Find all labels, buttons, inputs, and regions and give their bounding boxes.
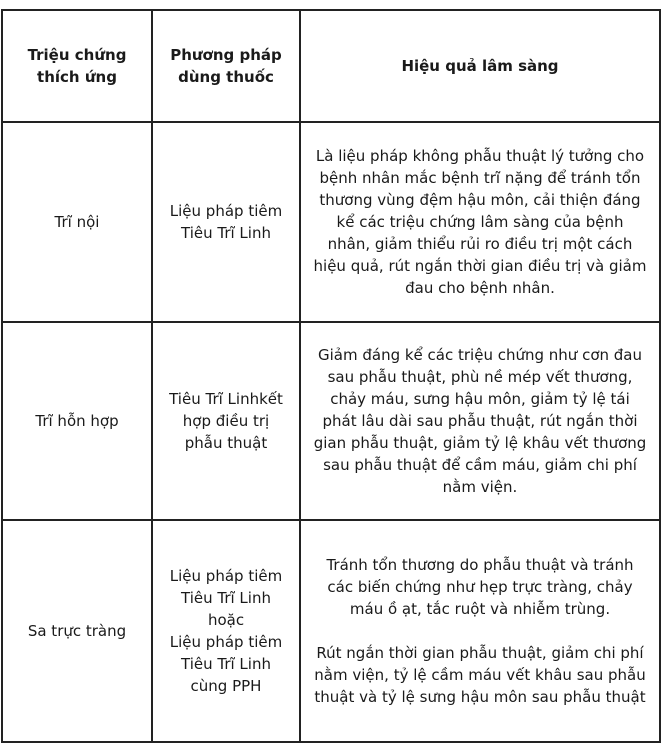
header-symptom bbox=[2, 10, 152, 122]
method-line: Tiêu Trĩ Linh bbox=[181, 655, 271, 673]
symptom-text: Trĩ nội bbox=[54, 213, 100, 231]
method-cell bbox=[152, 122, 300, 322]
effect-cell bbox=[300, 122, 660, 322]
header-row bbox=[2, 10, 660, 122]
symptom-cell bbox=[2, 322, 152, 520]
paragraph-gap bbox=[313, 620, 647, 642]
header-symptom-line: thích ứng bbox=[37, 68, 117, 86]
method-cell bbox=[152, 322, 300, 520]
method-line: hoặc bbox=[207, 611, 245, 629]
method-line: Tiêu Trĩ Linhkết bbox=[169, 390, 283, 408]
header-method bbox=[152, 10, 300, 122]
table-row bbox=[2, 520, 660, 742]
table-row bbox=[2, 122, 660, 322]
header-effect-label: Hiệu quả lâm sàng bbox=[401, 57, 559, 75]
treatment-table bbox=[1, 9, 661, 743]
method-line: Liệu pháp tiêm bbox=[169, 202, 283, 220]
method-cell bbox=[152, 520, 300, 742]
method-line: cùng PPH bbox=[190, 677, 262, 695]
symptom-cell bbox=[2, 122, 152, 322]
effect-paragraph: Tránh tổn thương do phẫu thuật và tránh các biến chứng như hẹp trực tràng, chảy máu ồ ạt, tắc ruột và nhiễm trùng. bbox=[326, 556, 634, 618]
method-line: Tiêu Trĩ Linh bbox=[181, 224, 271, 242]
effect-paragraph: Giảm đáng kể các triệu chứng như cơn đau sau phẫu thuật, phù nề mép vết thương, chảy máu, sưng hậu môn, giảm tỷ lệ tái phát lâu dài sau phẫu thuật, rút ngắn thời gian phẫu thuật, giảm tỷ lệ khâu vết thương sau phẫu thuật để cầm máu, giảm chi phí nằm viện. bbox=[313, 346, 647, 496]
symptom-cell bbox=[2, 520, 152, 742]
method-line: Tiêu Trĩ Linh bbox=[181, 589, 271, 607]
table-row bbox=[2, 322, 660, 520]
method-line: phẫu thuật bbox=[184, 434, 268, 452]
effect-cell bbox=[300, 520, 660, 742]
effect-paragraph: Là liệu pháp không phẫu thuật lý tưởng cho bệnh nhân mắc bệnh trĩ nặng để tránh tổn thương vùng đệm hậu môn, cải thiện đáng kể các triệu chứng lâm sàng của bệnh nhân, giảm thiểu rủi ro điều trị một cách hiệu quả, rút ngắn thời gian điều trị và giảm đau cho bệnh nhân. bbox=[313, 147, 647, 297]
symptom-text: Trĩ hỗn hợp bbox=[35, 412, 119, 430]
method-line: hợp điều trị bbox=[182, 412, 270, 430]
effect-paragraph: Rút ngắn thời gian phẫu thuật, giảm chi phí nằm viện, tỷ lệ cầm máu vết khâu sau phẫu thuật và tỷ lệ sưng hậu môn sau phẫu thuật bbox=[314, 644, 646, 706]
effect-cell bbox=[300, 322, 660, 520]
header-method-line: Phương pháp bbox=[170, 46, 282, 64]
symptom-text: Sa trực tràng bbox=[27, 622, 127, 640]
header-symptom-line: Triệu chứng bbox=[27, 46, 127, 64]
method-line: Liệu pháp tiêm bbox=[169, 567, 283, 585]
header-method-line: dùng thuốc bbox=[178, 68, 274, 86]
header-effect bbox=[300, 10, 660, 122]
method-line: Liệu pháp tiêm bbox=[169, 633, 283, 651]
